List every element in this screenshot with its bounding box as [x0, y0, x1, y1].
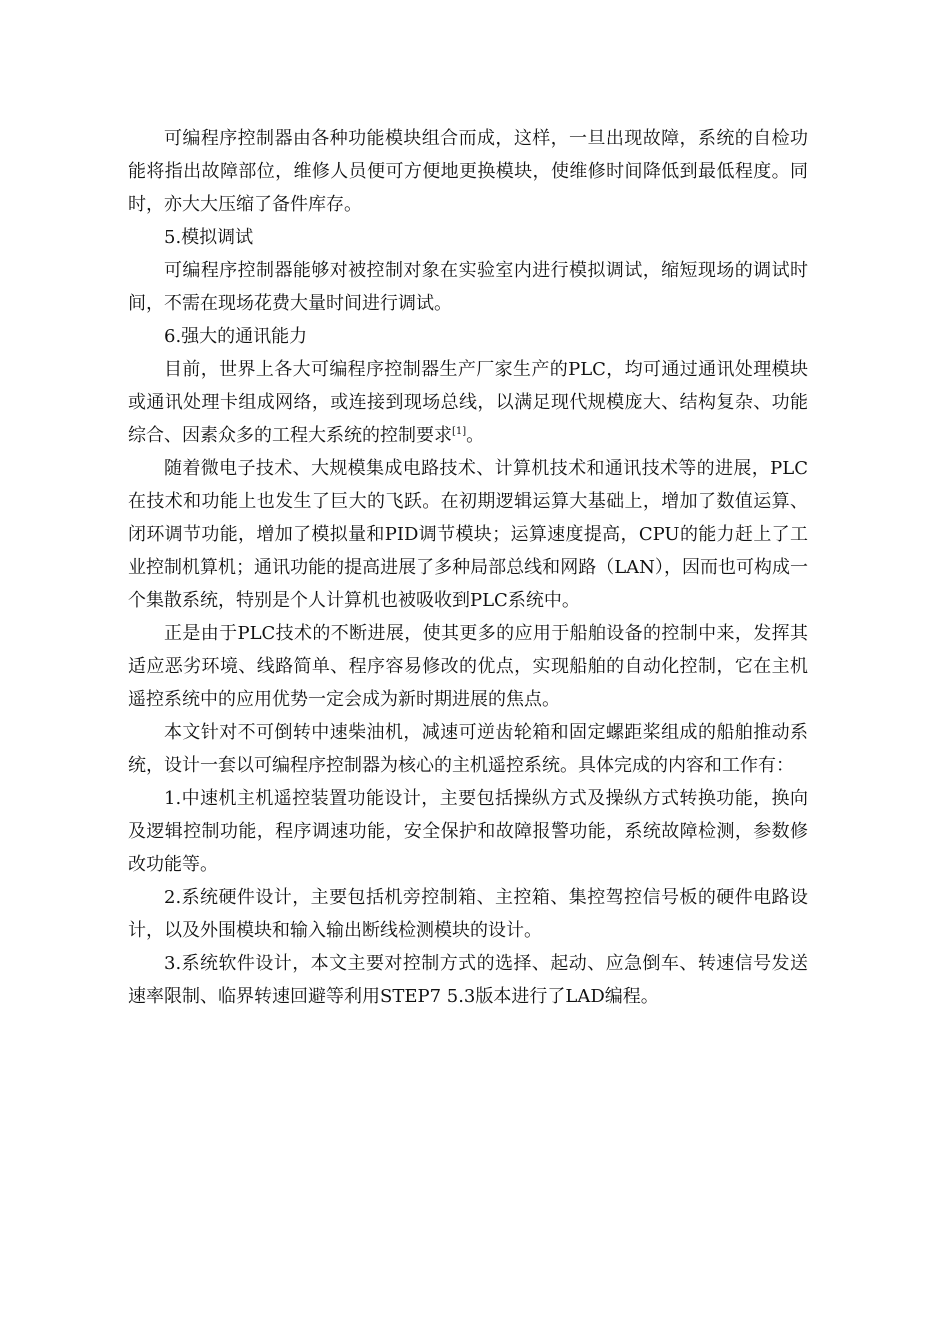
paragraph-module-maintenance: 可编程序控制器由各种功能模块组合而成，这样，一旦出现故障，系统的自检功能将指出故障部位，维修人员便可方便地更换模块，使维修时间降低到最低程度。同时，亦大大压缩了备件库存。	[128, 128, 808, 215]
paragraph-communication-text: 目前，世界上各大可编程序控制器生产厂家生产的PLC，均可通过通讯处理模块或通讯处理卡组成网络，或连接到现场总线，以满足现代规模庞大、结构复杂、功能综合、因素众多的工程大系统的控制要求	[128, 359, 808, 446]
list-item-software-design: 3.系统软件设计，本文主要对控制方式的选择、起动、应急倒车、转速信号发送速率限制、临界转速回避等利用STEP7 5.3版本进行了LAD编程。	[128, 953, 808, 1007]
paragraph-communication-tail: 。	[466, 425, 485, 446]
section-heading-communication: 6.强大的通讯能力	[164, 326, 308, 347]
list-item-function-design: 1.中速机主机遥控装置功能设计，主要包括操纵方式及操纵方式转换功能，换向及逻辑控制功能，程序调速功能，安全保护和故障报警功能，系统故障检测，参数修改功能等。	[128, 788, 808, 875]
paragraph-communication	[128, 353, 808, 452]
paragraph-plc-development: 随着微电子技术、大规模集成电路技术、计算机技术和通讯技术等的进展，PLC在技术和功能上也发生了巨大的飞跃。在初期逻辑运算大基础上，增加了数值运算、闭环调节功能，增加了模拟量和PID调节模块；运算速度提高，CPU的能力赶上了工业控制机算机；通讯功能的提高进展了多种局部总线和网路（LAN），因而也可构成一个集散系统，特别是个人计算机也被吸收到PLC系统中。	[128, 458, 808, 611]
list-item-hardware-design: 2.系统硬件设计，主要包括机旁控制箱、主控箱、集控驾控信号板的硬件电路设计，以及外围模块和输入输出断线检测模块的设计。	[128, 887, 808, 941]
document-body	[128, 122, 808, 1013]
section-heading-simulation-debug: 5.模拟调试	[164, 227, 254, 248]
paragraph-simulation-debug: 可编程序控制器能够对被控制对象在实验室内进行模拟调试，缩短现场的调试时间，不需在现场花费大量时间进行调试。	[128, 260, 808, 314]
citation-marker: [1]	[452, 426, 467, 437]
paragraph-plc-marine-application: 正是由于PLC技术的不断进展，使其更多的应用于船舶设备的控制中来，发挥其适应恶劣环境、线路简单、程序容易修改的优点，实现船舶的自动化控制，它在主机遥控系统中的应用优势一定会成为新时期进展的焦点。	[128, 623, 808, 710]
paragraph-thesis-scope: 本文针对不可倒转中速柴油机，减速可逆齿轮箱和固定螺距桨组成的船舶推动系统，设计一套以可编程序控制器为核心的主机遥控系统。具体完成的内容和工作有：	[128, 722, 808, 776]
